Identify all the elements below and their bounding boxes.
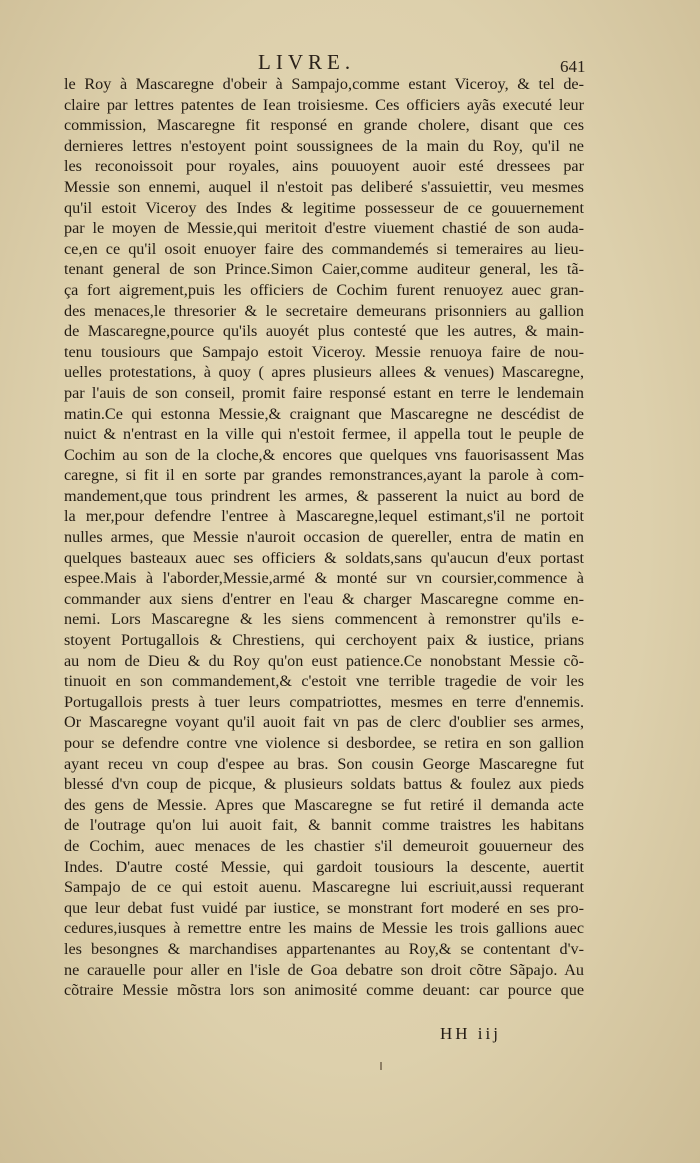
text-line: des gens de Messie. Apres que Mascaregne se fut retiré il demanda acte [64, 795, 584, 814]
text-line: le Roy à Mascaregne d'obeir à Sampajo,comme estant Viceroy, & tel de- [64, 75, 584, 93]
text-line: des menaces,le thresorier & le secretaire demeurans prisonniers au gallion [64, 301, 584, 320]
text-line: cõtraire Messie mõstra lors son animosité comme deuant: car pource que [64, 981, 584, 1000]
running-title: LIVRE. [258, 50, 356, 74]
text-line: claire par lettres patentes de Iean troisiesme. Ces officiers ayãs executé leur [64, 95, 584, 114]
text-line: Or Mascaregne voyant qu'il auoit fait vn pas de clerc d'oublier ses armes, [64, 713, 584, 732]
text-line: par l'auis de son conseil, promit faire responsé estant en terre le lendemain [64, 383, 584, 402]
text-line: tenu tousiours que Sampajo estoit Viceroy. Messie renuoya faire de nou- [64, 342, 584, 361]
ink-mark [380, 1062, 382, 1070]
text-line: pour se defendre contre vne violence si desbordee, se retira en son gallion [64, 734, 584, 752]
text-line: mandement,que tous prindrent les armes, & passerent la nuict au bord de [64, 486, 584, 505]
text-line: quelques basteaux auec ses officiers & soldats,sans qu'aucun d'eux portast [64, 548, 584, 567]
text-line: Sampajo de ce qui estoit auenu. Mascaregne lui escriuit,aussi requerant [64, 878, 584, 897]
text-line: tenant general de son Prince.Simon Caier,comme auditeur general, les tã- [64, 260, 584, 279]
text-line: espee.Mais à l'aborder,Messie,armé & monté sur vn coursier,commence à [64, 569, 584, 588]
text-line: ça fort aigrement,puis les officiers de Cochim furent renuoyez auec gran- [64, 280, 584, 299]
text-line: Portugallois prests à tuer leurs compatriottes, mesmes en terre d'ennemis. [64, 692, 584, 711]
text-line: Cochim au son de la cloche,& encores que quelques vns fauorisassent Mas [64, 445, 584, 464]
body-text [64, 74, 584, 1001]
text-line: par le moyen de Messie,qui meritoit d'estre viuement chastié de son auda- [64, 219, 584, 238]
text-line: la mer,pour defendre l'entree à Mascaregne,lequel estimant,s'il ne portoit [64, 507, 584, 526]
text-line: de l'outrage qu'on lui auoit fait, & bannit comme traistres les habitans [64, 816, 584, 835]
text-line: qu'il estoit Viceroy des Indes & legitime possesseur de ce gouuernement [64, 198, 584, 217]
text-line: au nom de Dieu & du Roy qu'on eust patience.Ce nonobstant Messie cõ- [64, 651, 584, 670]
text-line: de Cochim, auec menaces de les chastier s'il demeuroit gouuerneur des [64, 836, 584, 855]
page-number: 641 [560, 57, 586, 76]
text-line: nuict & n'entrast en la ville qui n'estoit fermee, il appella tout le peuple de [64, 425, 584, 444]
text-line: les besongnes & marchandises appartenantes au Roy,& se contentant d'v- [64, 939, 584, 958]
text-line: commission, Mascaregne fit responsé en grande cholere, disant que ces [64, 116, 584, 135]
text-line: Indes. D'autre costé Messie, qui gardoit tousiours la descente, auertit [64, 857, 584, 876]
text-line: Messie son ennemi, auquel il n'estoit pas deliberé s'assuiettir, veu mesmes [64, 177, 584, 196]
signature-mark: HH iij [440, 1024, 501, 1043]
text-line: commander aux siens d'entrer en l'eau & charger Mascaregne comme en- [64, 589, 584, 608]
text-line: ne carauelle pour aller en l'isle de Goa debatre son droit cõtre Sãpajo. Au [64, 960, 584, 979]
text-line: caregne, si fit il en sorte par grandes remonstrances,ayant la parole à com- [64, 466, 584, 485]
text-line: que leur debat fust vuidé par iustice, se monstrant fort moderé en ses pro- [64, 898, 584, 917]
text-line: de Mascaregne,pource qu'ils auoyét plus contesté que les autres, & main- [64, 322, 584, 341]
text-line: nulles armes, que Messie n'auroit occasion de quereller, entra de matin en [64, 528, 584, 547]
text-line: ayant receu vn coup d'espee au bras. Son cousin George Mascaregne fut [64, 754, 584, 773]
text-line: nemi. Lors Mascaregne & les siens commencent à remonstrer qu'ils e- [64, 610, 584, 629]
text-line: tinuoit en son commandement,& c'estoit vne terrible tragedie de voir les [64, 672, 584, 691]
text-line: les reconoissoit pour royales, ains pouuoyent auoir esté dressees par [64, 157, 584, 176]
text-line: matin.Ce qui estonna Messie,& craignant que Mascaregne ne descédist de [64, 404, 584, 423]
text-line: dernieres lettres n'estoyent point soussignees de la main du Roy, qu'il ne [64, 136, 584, 155]
text-line: uelles protestations, à quoy ( apres plusieurs allees & venues) Mascaregne, [64, 363, 584, 382]
text-line: cedures,iusques à remettre entre les mains de Messie les trois gallions auec [64, 919, 584, 938]
text-line: blessé d'vn coup de picque, & plusieurs soldats battus & foulez aux pieds [64, 775, 584, 794]
text-line: stoyent Portugallois & Chrestiens, qui cerchoyent paix & iustice, prians [64, 631, 584, 650]
text-line: ce,en ce qu'il osoit enuoyer faire des commandemés si temeraires au lieu- [64, 239, 584, 258]
